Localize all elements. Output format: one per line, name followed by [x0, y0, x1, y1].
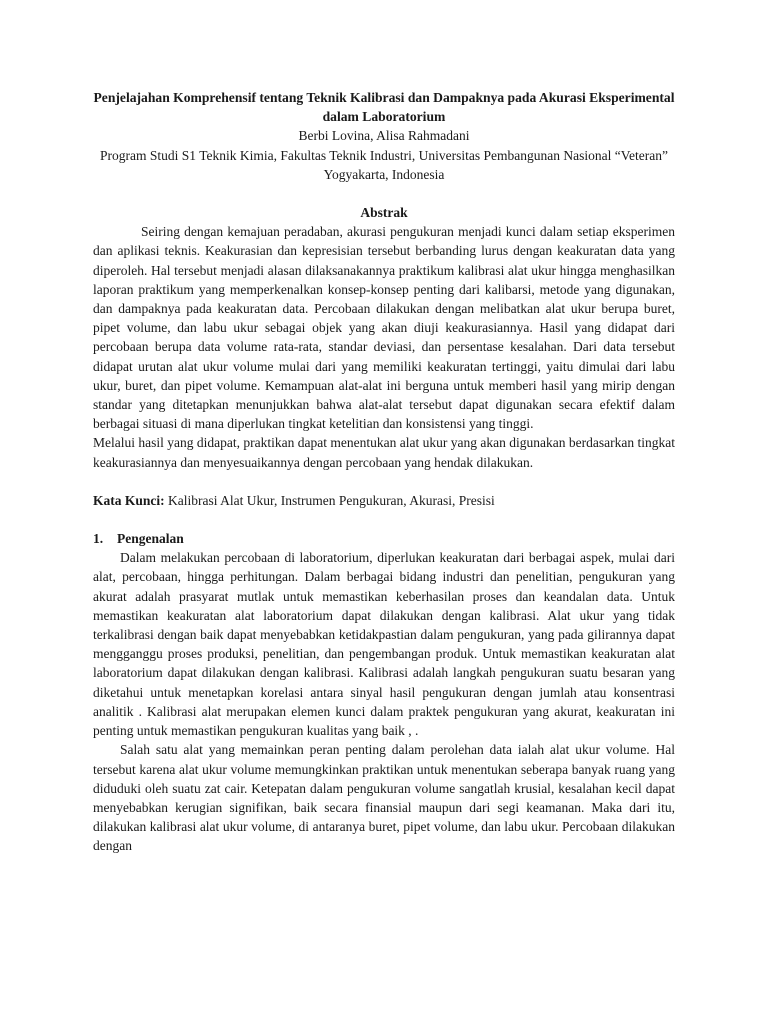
paper-page — [93, 88, 675, 856]
keywords — [93, 491, 675, 510]
keywords-text: Kalibrasi Alat Ukur, Instrumen Pengukuran, Akurasi, Presisi — [164, 492, 495, 508]
abstract-paragraph: Seiring dengan kemajuan peradaban, akurasi pengukuran menjadi kunci dalam setiap eksperimen dan aplikasi teknis. Keakurasian dan kepresisian tersebut berbanding lurus dengan keakuratan data yang diperoleh. Hal tersebut menjadi alasan dilaksanakannya praktikum kalibrasi alat ukur hingga menghasilkan laporan praktikum yang memperkenalkan konsep-konsep penting dari kalibarsi, metode yang digunakan, dan dampaknya pada keakuratan data. Percobaan dilakukan dengan melibatkan alat ukur berupa buret, pipet volume, dan labu ukur sebagai objek yang akan diuji keakurasiannya. Hasil yang didapat dari percobaan berupa data volume rata-rata, standar deviasi, dan persentase kesalahan. Dari data tersebut didapat urutan alat ukur volume mulai dari yang memiliki keakuratan tertinggi, yaitu dimulai dari labu ukur, buret, dan pipet volume. Kemampuan alat-alat ini berguna untuk memberi hasil yang mirip dengan standar yang ditetapkan menunjukkan bahwa alat-alat tersebut dapat digunakan secara efektif dalam berbagai situasi di mana diperlukan tingkat ketelitian dan konsistensi yang tinggi. — [93, 224, 675, 432]
section-heading — [93, 529, 675, 548]
section-paragraph-2: Salah satu alat yang memainkan peran penting dalam perolehan data ialah alat ukur volume. Hal tersebut karena alat ukur volume memungkinkan praktikan untuk menentukan seberapa banyak ruang yang diduduki oleh suatu zat cair. Ketepatan dalam pengukuran volume sangatlah krusial, kesalahan kecil dapat menyebabkan kerugian signifikan, baik secara finansial maupun dari segi keamanan. Maka dari itu, dilakukan kalibrasi alat ukur volume, di antaranya buret, pipet volume, dan labu ukur. Percobaan dilakukan dengan — [93, 742, 675, 854]
paper-title: Penjelajahan Komprehensif tentang Teknik Kalibrasi dan Dampaknya pada Akurasi Eksperimental dalam Laboratorium — [93, 90, 675, 125]
affiliation: Program Studi S1 Teknik Kimia, Fakultas Teknik Industri, Universitas Pembangunan Nasional “Veteran” Yogyakarta, Indonesia — [100, 147, 668, 182]
authors: Berbi Lovina, Alisa Rahmadani — [298, 128, 470, 144]
abstract-heading: Abstrak — [360, 205, 408, 221]
keywords-label: Kata Kunci: — [93, 492, 165, 508]
section-number: 1. — [93, 531, 104, 547]
section-paragraph: Dalam melakukan percobaan di laboratorium, diperlukan keakuratan dari berbagai aspek, mulai dari alat, percobaan, hingga perhitungan. Dalam berbagai bidang industri dan penelitian, pengukuran yang akurat adalah prasyarat mutlak untuk memastikan keberhasilan proses dan keandalan data. Untuk memastikan keakuratan alat laboratorium dapat dilakukan dengan kalibrasi. Alat ukur yang tidak terkalibrasi dengan baik dapat menyebabkan ketidakpastian dalam pengukuran, yang pada gilirannya dapat mengganggu proses produksi, penelitian, dan pengembangan produk. Untuk memastikan keakuratan alat laboratorium dapat dilakukan dengan kalibrasi. Kalibrasi adalah langkah pengukuran suatu besaran yang diketahui untuk menetapkan korelasi antara sinyal hasil pengukuran dengan jumlah atau konsentrasi analitik . Kalibrasi alat merupakan elemen kunci dalam praktek pengukuran yang akurat, keakuratan ini penting untuk memastikan pengukuran kualitas yang baik , . — [93, 550, 675, 739]
abstract-paragraph-2: Melalui hasil yang didapat, praktikan dapat menentukan alat ukur yang akan digunakan berdasarkan tingkat keakurasiannya dan menyesuaikannya dengan percobaan yang hendak dilakukan. — [93, 435, 675, 470]
section-title: Pengenalan — [117, 531, 184, 547]
